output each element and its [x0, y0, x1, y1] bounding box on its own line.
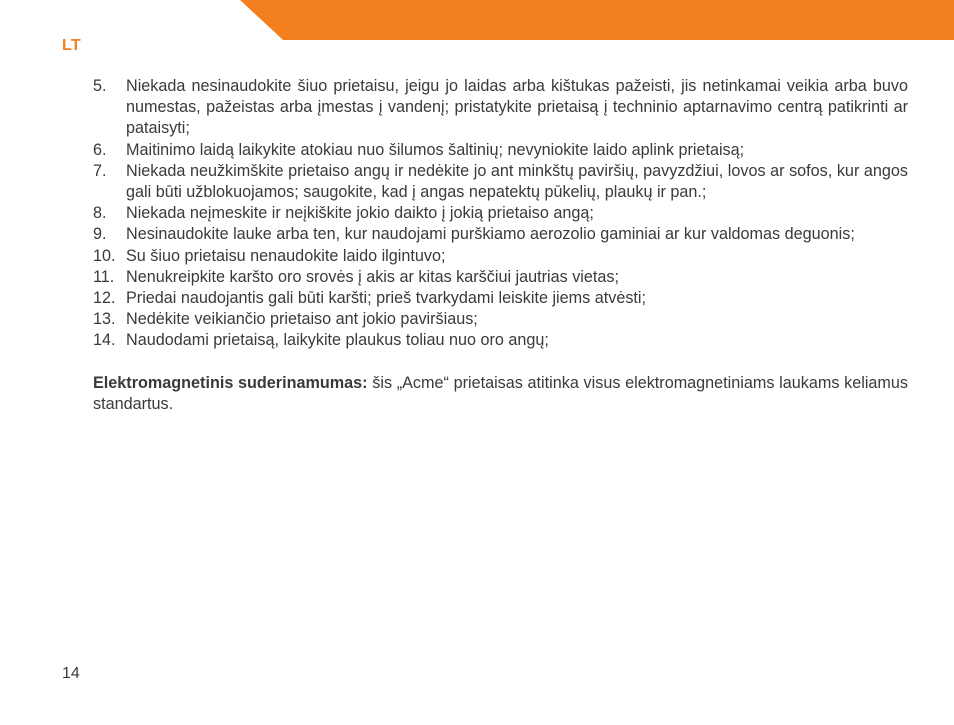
list-item-number: 7. — [93, 161, 107, 180]
list-item-text: Nedėkite veikiančio prietaiso ant jokio paviršiaus; — [126, 310, 478, 329]
list-item-text: Nenukreipkite karšto oro srovės į akis ar kitas karščiui jautrias vietas; — [126, 267, 619, 286]
list-item-text: Su šiuo prietaisu nenaudokite laido ilgintuvo; — [126, 246, 446, 265]
list-item-number: 11. — [93, 267, 115, 286]
emc-title: Elektromagnetinis suderinamumas: — [93, 373, 368, 392]
list-item — [93, 140, 908, 161]
list-item — [93, 309, 908, 330]
list-item-number: 14. — [93, 331, 116, 350]
list-item-number: 5. — [93, 77, 107, 95]
safety-instructions-list — [93, 76, 908, 352]
list-item — [93, 330, 908, 351]
list-item — [93, 267, 908, 288]
language-tag: LT — [62, 37, 81, 54]
emc-text: šis „Acme“ prietaisas atitinka visus elektromagnetiniams laukams keliamus standartus. — [93, 373, 908, 413]
list-item-number: 12. — [93, 289, 116, 308]
list-item — [93, 76, 908, 140]
list-item — [93, 224, 908, 245]
page-number: 14 — [62, 665, 80, 682]
list-item-number: 13. — [93, 310, 116, 329]
emc-compliance-paragraph — [93, 373, 908, 415]
list-item-text: Priedai naudojantis gali būti karšti; prieš tvarkydami leiskite jiems atvėsti; — [126, 289, 647, 308]
header-accent-band — [0, 0, 954, 40]
header-accent-shape — [240, 0, 954, 40]
instruction-content — [93, 76, 908, 431]
list-item-text: Naudodami prietaisą, laikykite plaukus toliau nuo oro angų; — [126, 331, 549, 350]
list-item — [93, 161, 908, 203]
list-item — [93, 203, 908, 224]
list-item-text: Nesinaudokite lauke arba ten, kur naudojami purškiamo aerozolio gaminiai ar kur valdomas deguonis; — [126, 225, 855, 244]
list-item-text: Maitinimo laidą laikykite atokiau nuo šilumos šaltinių; nevyniokite laido aplink prietaisą; — [126, 140, 745, 159]
list-item-text: Niekada neužkimškite prietaiso angų ir nedėkite jo ant minkštų paviršių, pavyzdžiui, lovos ar sofos, kur angos gali būti užblokuojamos; saugokite, kad į angas nepatektų pūkelių, plaukų ir pan.; — [126, 161, 908, 202]
list-item-text: Niekada neįmeskite ir neįkiškite jokio daikto į jokią prietaiso angą; — [126, 204, 594, 223]
list-item-text: Niekada nesinaudokite šiuo prietaisu, jeigu jo laidas arba kištukas pažeisti, jis netinkamai veikia arba buvo numestas, pažeistas arba įmestas į vandenį; pristatykite prietaisą į techninio aptarnavimo centrą patikrinti ar pataisyti; — [126, 77, 908, 138]
list-item — [93, 246, 908, 267]
list-item-number: 6. — [93, 140, 107, 159]
list-item — [93, 288, 908, 309]
list-item-number: 8. — [93, 204, 107, 223]
list-item-number: 10. — [93, 246, 116, 265]
list-item-number: 9. — [93, 225, 107, 244]
